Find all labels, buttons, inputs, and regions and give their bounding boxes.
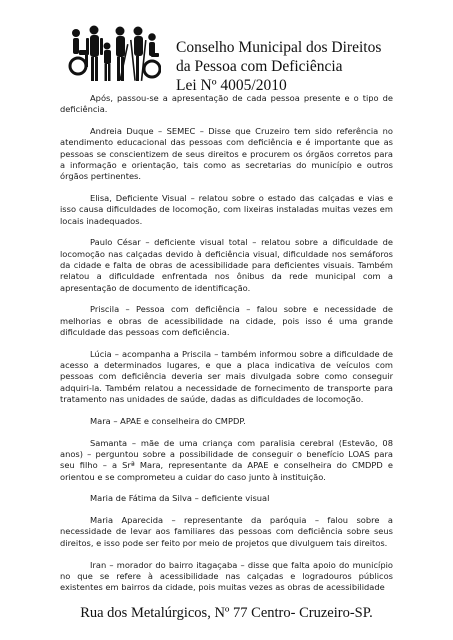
paragraph: Priscila – Pessoa com deficiência – falou sobre e necessidade de melhorias e obras de acessibilidade na cidade, pois isso é uma grande dificuldade das pessoas com deficiência. — [60, 304, 393, 338]
header-law-number: Lei Nº 4005/2010 — [176, 77, 287, 94]
paragraph: Mara – APAE e conselheira do CMPDP. — [90, 415, 246, 426]
paragraph: Elisa, Deficiente Visual – relatou sobre o estado das calçadas e vias e isso causa dificuldades de locomoção, com lixeiras instaladas muitas vezes em locais inadequados. — [60, 193, 393, 226]
paragraph: Lúcia – acompanha a Priscila – também informou sobre a dificuldade de acesso a determinados lugares, e que a placa indicativa de veículos com pessoas com deficiência deveria ser mais divulgada sobre como conseguir adquiri-la. Também relatou a necessidade de fornecimento de transporte para tratamento nas unidades de saúde, dadas as dificuldades de locomoção. — [60, 348, 393, 405]
paragraph: Samanta – mãe de uma criança com paralisia cerebral (Estevão, 08 anos) – perguntou sobre a possibilidade de conseguir o benefício LOAS para seu filho – a Srª Mara, representante da APAE e conselheira do CMDPD e orientou e se comprometeu a cuidar do caso junto à instituição. — [60, 437, 393, 482]
paragraph: Paulo César – deficiente visual total – relatou sobre a dificuldade de locomoção nas calçadas devido à deficiência visual, dificuldade nos semáforos da cidade e falta de obras de acessibilidade para deficientes visuais. Também relatou a dificuldade enfrentada nos ônibus da rede municipal com a apresentação de documento de identificação. — [60, 237, 393, 293]
people-with-disabilities-logo-icon — [66, 24, 161, 86]
paragraph: Maria de Fátima da Silva – deficiente visual — [90, 493, 270, 504]
paragraph: Após, passou-se a apresentação de cada pessoa presente e o tipo de deficiência. — [60, 93, 393, 115]
document-header — [176, 38, 436, 95]
document-footer-address: Rua dos Metalúrgicos, Nº 77 Centro- Cruzeiro-SP. — [80, 605, 373, 621]
header-title-line-1: Conselho Municipal dos Direitos — [176, 39, 382, 56]
header-title-line-2: da Pessoa com Deficiência — [176, 58, 343, 75]
paragraph: Maria Aparecida – representante da paróquia – falou sobre a necessidade de levar aos familiares das pessoas com deficiência sobre seus direitos, e isso pode ser feito por meio de projetos que divulguem tais direitos. — [60, 515, 393, 548]
document-body — [60, 93, 393, 604]
paragraph: Iran – morador do bairro itagaçaba – disse que falta apoio do município no que se refere à acessibilidade nas calçadas e logradouros públicos existentes em bairros da cidade, pois muitas vezes as obras de acessibilidade — [60, 559, 393, 593]
paragraph: Andreia Duque – SEMEC – Disse que Cruzeiro tem sido referência no atendimento educacional das pessoas com deficiência e é importante que as pessoas se conscientizem de seus direitos e procurem os órgãos corretos para a informação e orientação, tais como as secretarias do município e outros órgãos pertinentes. — [60, 126, 393, 182]
